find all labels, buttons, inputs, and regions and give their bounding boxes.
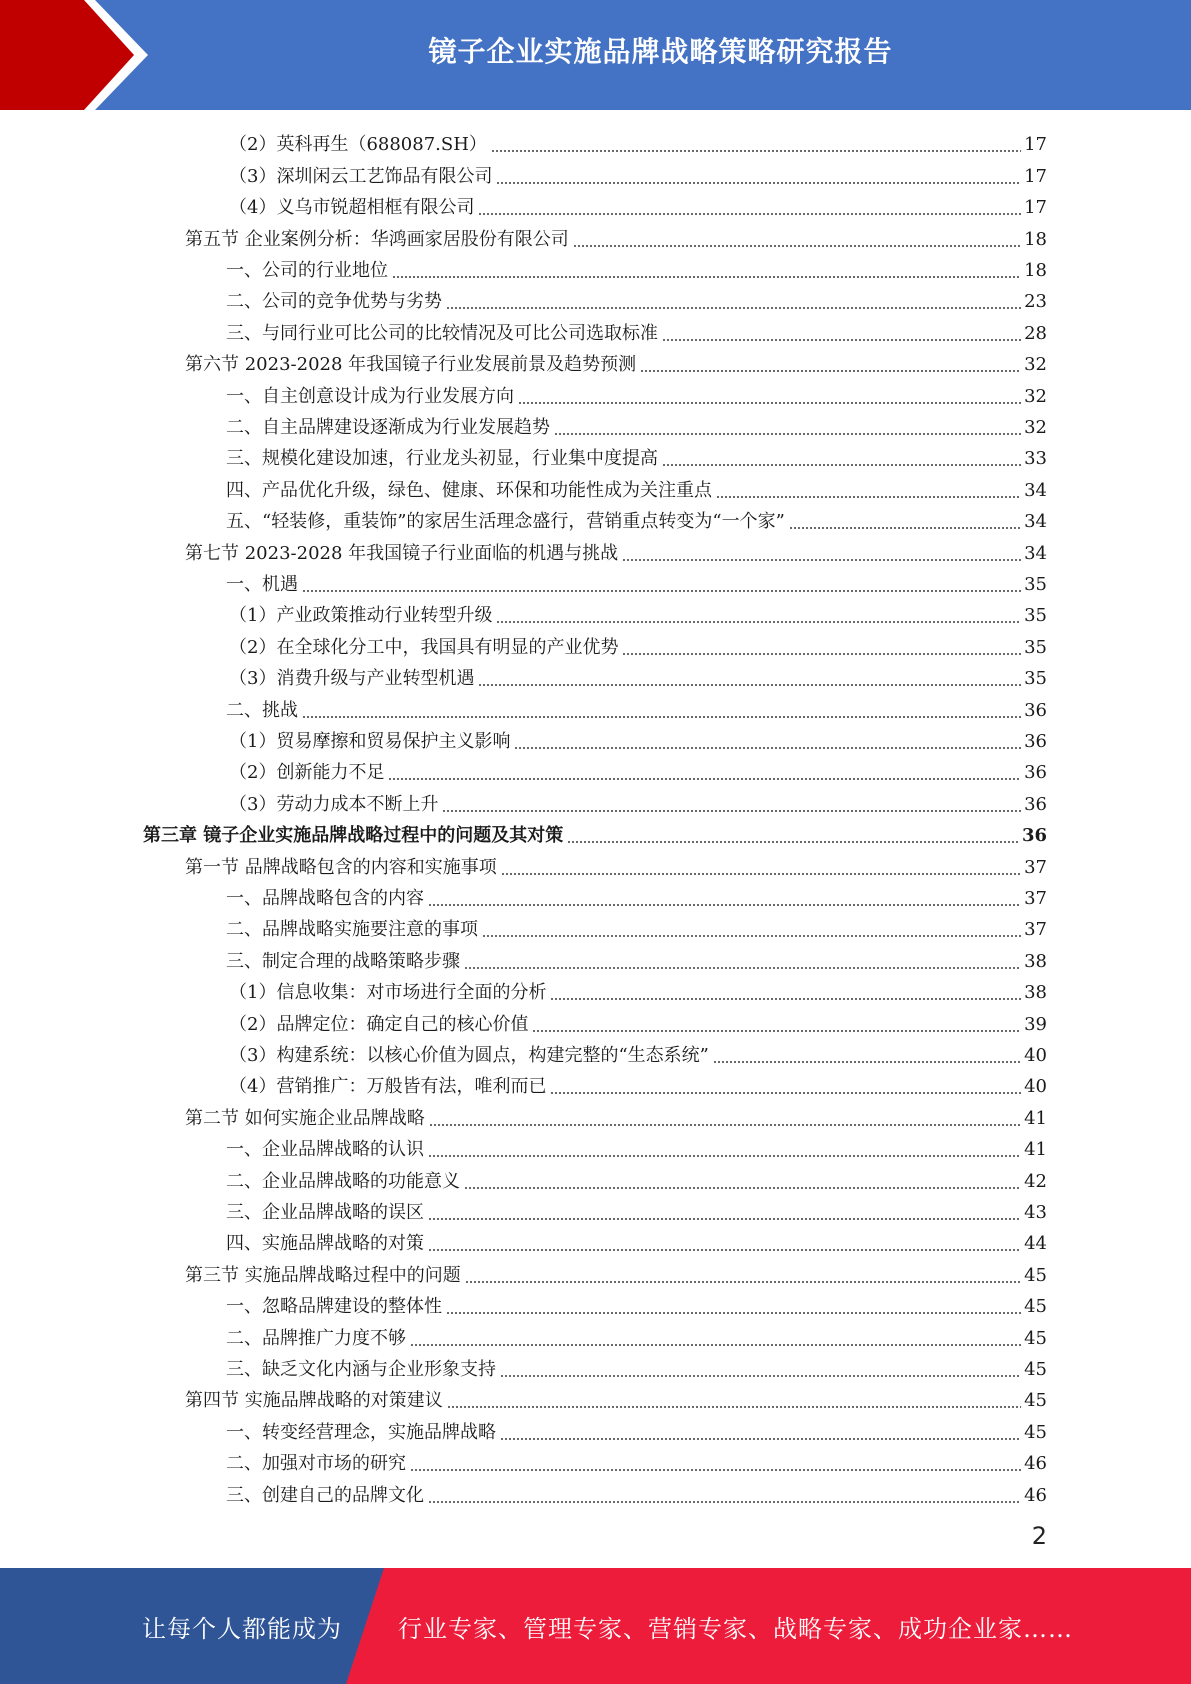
toc-entry[interactable] — [226, 442, 1047, 473]
toc-entry-title: 三、企业品牌战略的误区 — [226, 1201, 424, 1223]
toc-entry-title: （3）消费升级与产业转型机遇 — [229, 668, 475, 690]
toc-entry[interactable] — [229, 787, 1047, 818]
toc-dot-leader — [429, 1124, 1021, 1126]
toc-entry-title: 第三节 实施品牌战略过程中的问题 — [185, 1264, 461, 1286]
toc-entry-page: 32 — [1024, 416, 1047, 438]
toc-entry-page: 36 — [1024, 699, 1047, 721]
toc-entry-page: 36 — [1024, 762, 1047, 784]
toc-entry-page: 46 — [1024, 1453, 1047, 1475]
toc-entry-page: 45 — [1024, 1296, 1047, 1318]
toc-entry-title: 一、自主创意设计成为行业发展方向 — [226, 385, 514, 407]
toc-entry-title: （3）构建系统：以核心价值为圆点，构建完整的“生态系统” — [229, 1044, 709, 1066]
toc-entry[interactable] — [229, 1070, 1047, 1101]
toc-entry[interactable] — [226, 1415, 1047, 1446]
toc-dot-leader — [482, 935, 1021, 937]
toc-entry-page: 39 — [1024, 1013, 1047, 1035]
toc-entry-title: 一、企业品牌战略的认识 — [226, 1139, 424, 1161]
toc-entry-page: 45 — [1024, 1421, 1047, 1443]
toc-entry[interactable] — [185, 348, 1047, 379]
toc-entry-title: 第五节 企业案例分析：华鸿画家居股份有限公司 — [185, 228, 569, 250]
toc-entry[interactable] — [229, 191, 1047, 222]
toc-entry-title: 三、规模化建设加速，行业龙头初显，行业集中度提高 — [226, 448, 658, 470]
toc-dot-leader — [496, 182, 1021, 184]
toc-dot-leader — [514, 747, 1021, 749]
toc-entry-title: 四、产品优化升级，绿色、健康、环保和功能性成为关注重点 — [226, 479, 712, 501]
toc-entry[interactable] — [229, 1039, 1047, 1070]
toc-dot-leader — [662, 464, 1021, 466]
toc-entry-page: 35 — [1024, 573, 1047, 595]
toc-entry-title: 二、自主品牌建设逐渐成为行业发展趋势 — [226, 416, 550, 438]
toc-entry-page: 37 — [1024, 919, 1047, 941]
page-number: 2 — [1031, 1522, 1047, 1550]
toc-entry-title: （2）品牌定位：确定自己的核心价值 — [229, 1013, 529, 1035]
toc-dot-leader — [501, 873, 1021, 875]
toc-entry-title: 三、创建自己的品牌文化 — [226, 1484, 424, 1506]
toc-entry-title: 二、品牌推广力度不够 — [226, 1327, 406, 1349]
toc-entry-page: 40 — [1024, 1044, 1047, 1066]
toc-dot-leader — [622, 559, 1021, 561]
toc-entry-title: 五、“轻装修，重装饰”的家居生活理念盛行，营销重点转变为“一个家” — [226, 511, 785, 533]
toc-entry-title: 第四节 实施品牌战略的对策建议 — [185, 1390, 443, 1412]
toc-entry-title: 一、机遇 — [226, 573, 298, 595]
toc-entry[interactable] — [226, 1133, 1047, 1164]
toc-entry[interactable] — [226, 1164, 1047, 1195]
toc-entry-page: 32 — [1024, 385, 1047, 407]
toc-entry[interactable] — [226, 568, 1047, 599]
toc-entry[interactable] — [226, 1321, 1047, 1352]
toc-entry-title: 二、公司的竞争优势与劣势 — [226, 291, 442, 313]
toc-entry-page: 45 — [1024, 1264, 1047, 1286]
toc-entry[interactable] — [229, 662, 1047, 693]
toc-entry[interactable] — [143, 819, 1047, 850]
toc-entry-page: 41 — [1024, 1107, 1047, 1129]
toc-entry-page: 18 — [1024, 228, 1047, 250]
toc-entry-title: 四、实施品牌战略的对策 — [226, 1233, 424, 1255]
toc-dot-leader — [713, 1061, 1021, 1063]
toc-entry-page: 45 — [1024, 1327, 1047, 1349]
toc-entry[interactable] — [226, 473, 1047, 504]
toc-dot-leader — [428, 1218, 1021, 1220]
toc-dot-leader — [446, 1312, 1021, 1314]
toc-entry-page: 44 — [1024, 1233, 1047, 1255]
toc-entry[interactable] — [229, 725, 1047, 756]
toc-entry[interactable] — [226, 693, 1047, 724]
toc-entry-page: 43 — [1024, 1201, 1047, 1223]
toc-entry[interactable] — [226, 1196, 1047, 1227]
toc-dot-leader — [491, 150, 1021, 152]
toc-entry[interactable] — [226, 254, 1047, 285]
toc-entry-title: 第七节 2023-2028 年我国镜子行业面临的机遇与挑战 — [185, 542, 619, 564]
toc-entry[interactable] — [185, 1101, 1047, 1132]
toc-entry[interactable] — [226, 505, 1047, 536]
toc-entry-page: 34 — [1024, 511, 1047, 533]
toc-entry[interactable] — [229, 599, 1047, 630]
toc-entry-page: 37 — [1024, 856, 1047, 878]
toc-entry[interactable] — [226, 411, 1047, 442]
toc-entry-title: 二、加强对市场的研究 — [226, 1453, 406, 1475]
toc-entry-title: （4）义乌市锐超相框有限公司 — [229, 197, 475, 219]
toc-entry[interactable] — [185, 222, 1047, 253]
toc-entry-title: （2）英科再生（688087.SH） — [229, 134, 487, 156]
toc-entry-title: 二、挑战 — [226, 699, 298, 721]
toc-entry[interactable] — [226, 1447, 1047, 1478]
toc-dot-leader — [410, 1344, 1021, 1346]
toc-entry-title: 第一节 品牌战略包含的内容和实施事项 — [185, 856, 497, 878]
toc-entry-title: （3）深圳闲云工艺饰品有限公司 — [229, 165, 493, 187]
toc-entry[interactable] — [226, 882, 1047, 913]
toc-entry-title: 第二节 如何实施企业品牌战略 — [185, 1107, 425, 1129]
toc-dot-leader — [464, 1187, 1021, 1189]
toc-entry-title: 二、品牌战略实施要注意的事项 — [226, 919, 478, 941]
toc-entry-page: 33 — [1024, 448, 1047, 470]
toc-entry-title: （1）信息收集：对市场进行全面的分析 — [229, 982, 547, 1004]
toc-entry-title: （1）产业政策推动行业转型升级 — [229, 605, 493, 627]
toc-dot-leader — [478, 213, 1021, 215]
toc-entry[interactable] — [229, 630, 1047, 661]
toc-entry-title: 一、品牌战略包含的内容 — [226, 887, 424, 909]
toc-dot-leader — [716, 496, 1021, 498]
toc-entry-page: 36 — [1024, 793, 1047, 815]
toc-dot-leader — [410, 1469, 1021, 1471]
toc-entry-page: 23 — [1024, 291, 1047, 313]
toc-entry[interactable] — [226, 1478, 1047, 1509]
toc-dot-leader — [550, 1092, 1021, 1094]
toc-entry-title: 一、转变经营理念，实施品牌战略 — [226, 1421, 496, 1443]
toc-entry-page: 35 — [1024, 668, 1047, 690]
page-footer — [0, 1568, 1191, 1684]
toc-dot-leader — [428, 1249, 1021, 1251]
toc-entry[interactable] — [229, 756, 1047, 787]
toc-entry-page: 42 — [1024, 1170, 1047, 1192]
toc-entry-title: 一、公司的行业地位 — [226, 259, 388, 281]
toc-entry-title: 三、制定合理的战略策略步骤 — [226, 950, 460, 972]
toc-entry-page: 17 — [1024, 197, 1047, 219]
toc-entry-page: 36 — [1021, 825, 1047, 847]
toc-entry[interactable] — [185, 536, 1047, 567]
toc-entry-page: 35 — [1024, 605, 1047, 627]
toc-dot-leader — [640, 370, 1021, 372]
toc-entry-page: 41 — [1024, 1139, 1047, 1161]
toc-dot-leader — [428, 1501, 1021, 1503]
toc-entry-page: 34 — [1024, 479, 1047, 501]
toc-entry[interactable] — [229, 976, 1047, 1007]
toc-entry-page: 38 — [1024, 982, 1047, 1004]
toc-entry[interactable] — [229, 159, 1047, 190]
toc-dot-leader — [518, 402, 1021, 404]
toc-entry-page: 34 — [1024, 542, 1047, 564]
toc-entry-page: 40 — [1024, 1076, 1047, 1098]
red-arrow-icon — [0, 0, 150, 110]
toc-entry-title: 第六节 2023-2028 年我国镜子行业发展前景及趋势预测 — [185, 354, 637, 376]
toc-dot-leader — [465, 1281, 1021, 1283]
toc-entry-title: 二、企业品牌战略的功能意义 — [226, 1170, 460, 1192]
toc-entry-title: （1）贸易摩擦和贸易保护主义影响 — [229, 730, 511, 752]
toc-entry-page: 17 — [1024, 165, 1047, 187]
toc-entry-page: 45 — [1024, 1358, 1047, 1380]
toc-dot-leader — [388, 778, 1021, 780]
toc-entry-title: （3）劳动力成本不断上升 — [229, 793, 439, 815]
toc-entry-title: （2）在全球化分工中，我国具有明显的产业优势 — [229, 636, 619, 658]
toc-dot-leader — [447, 1406, 1021, 1408]
footer-slogan-left: 让每个人都能成为 — [142, 1614, 342, 1643]
toc-dot-leader — [567, 841, 1019, 843]
toc-dot-leader — [554, 433, 1021, 435]
toc-dot-leader — [789, 527, 1021, 529]
toc-dot-leader — [478, 684, 1021, 686]
toc-dot-leader — [550, 998, 1021, 1000]
toc-entry-title: 三、缺乏文化内涵与企业形象支持 — [226, 1358, 496, 1380]
toc-entry-page: 37 — [1024, 887, 1047, 909]
toc-dot-leader — [496, 621, 1021, 623]
toc-entry-page: 38 — [1024, 950, 1047, 972]
toc-entry-page: 45 — [1024, 1390, 1047, 1412]
toc-entry-page: 36 — [1024, 730, 1047, 752]
toc-entry-page: 17 — [1024, 134, 1047, 156]
toc-entry-page: 32 — [1024, 354, 1047, 376]
toc-entry[interactable] — [226, 1290, 1047, 1321]
toc-dot-leader — [500, 1438, 1021, 1440]
toc-entry[interactable] — [226, 913, 1047, 944]
toc-dot-leader — [428, 1155, 1021, 1157]
toc-dot-leader — [302, 590, 1021, 592]
toc-dot-leader — [573, 245, 1021, 247]
toc-dot-leader — [532, 1030, 1021, 1032]
footer-slogan-right: 行业专家、管理专家、营销专家、战略专家、成功企业家…… — [398, 1614, 1073, 1643]
toc-entry-page: 35 — [1024, 636, 1047, 658]
toc-entry-title: （2）创新能力不足 — [229, 762, 385, 784]
document-title: 镜子企业实施品牌战略策略研究报告 — [428, 35, 893, 68]
toc-entry-title: 第三章 镜子企业实施品牌战略过程中的问题及其对策 — [143, 825, 564, 847]
toc-entry[interactable] — [229, 1007, 1047, 1038]
toc-entry[interactable] — [185, 1258, 1047, 1289]
toc-entry[interactable] — [226, 285, 1047, 316]
toc-entry[interactable] — [185, 1384, 1047, 1415]
toc-entry-title: （4）营销推广：万般皆有法，唯利而已 — [229, 1076, 547, 1098]
toc-entry-title: 一、忽略品牌建设的整体性 — [226, 1296, 442, 1318]
toc-entry[interactable] — [226, 1353, 1047, 1384]
toc-dot-leader — [442, 810, 1021, 812]
toc-dot-leader — [464, 967, 1021, 969]
toc-entry-page: 46 — [1024, 1484, 1047, 1506]
toc-entry-page: 18 — [1024, 259, 1047, 281]
toc-dot-leader — [302, 716, 1021, 718]
toc-entry[interactable] — [226, 944, 1047, 975]
toc-dot-leader — [446, 307, 1021, 309]
toc-entry[interactable] — [185, 850, 1047, 881]
toc-dot-leader — [392, 276, 1021, 278]
toc-entry-page: 28 — [1024, 322, 1047, 344]
toc-entry[interactable] — [226, 316, 1047, 347]
toc-entry[interactable] — [229, 128, 1047, 159]
toc-dot-leader — [662, 339, 1021, 341]
toc-dot-leader — [500, 1375, 1021, 1377]
toc-dot-leader — [622, 653, 1021, 655]
page-header — [0, 0, 1191, 110]
toc-entry-title: 三、与同行业可比公司的比较情况及可比公司选取标准 — [226, 322, 658, 344]
toc-entry[interactable] — [226, 379, 1047, 410]
toc-dot-leader — [428, 904, 1021, 906]
toc-entry[interactable] — [226, 1227, 1047, 1258]
